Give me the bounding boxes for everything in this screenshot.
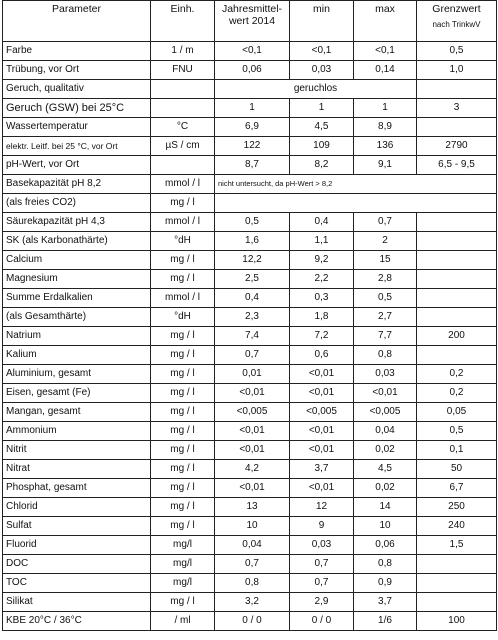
mean-cell: <0,005 [215, 403, 290, 422]
limit-cell: 240 [417, 517, 497, 536]
unit-cell: FNU [151, 61, 215, 80]
header-row [3, 1, 497, 42]
parameter-cell: Silikat [3, 593, 151, 612]
table-row [3, 498, 497, 517]
limit-cell [417, 555, 497, 574]
table-row [3, 213, 497, 232]
max-cell: <0,005 [354, 403, 417, 422]
min-cell: 1,8 [290, 308, 354, 327]
mean-cell: <0,01 [215, 422, 290, 441]
parameter-cell: Fluorid [3, 536, 151, 555]
mean-cell: 12,2 [215, 251, 290, 270]
header-jahresmittel-line1: Jahresmittel- [221, 3, 283, 15]
unit-cell: °C [151, 118, 215, 137]
parameter-cell: Säurekapazität pH 4,3 [3, 213, 151, 232]
mean-cell: 3,2 [215, 593, 290, 612]
table-row [3, 175, 497, 194]
table-row [3, 118, 497, 137]
max-cell: 0,7 [354, 213, 417, 232]
mean-cell: 10 [215, 517, 290, 536]
limit-cell [417, 289, 497, 308]
parameter-cell: Wassertemperatur [3, 118, 151, 137]
unit-cell: / ml [151, 612, 215, 631]
mean-cell: 2,5 [215, 270, 290, 289]
min-cell: 0 / 0 [290, 612, 354, 631]
limit-cell: 0,5 [417, 42, 497, 61]
water-analysis-table [2, 0, 497, 631]
unit-cell: mmol / l [151, 289, 215, 308]
unit-cell: 1 / m [151, 42, 215, 61]
limit-cell [417, 251, 497, 270]
limit-cell [417, 593, 497, 612]
table-row [3, 460, 497, 479]
table-row [3, 308, 497, 327]
parameter-cell: Sulfat [3, 517, 151, 536]
limit-cell: 100 [417, 612, 497, 631]
mean-cell: 4,2 [215, 460, 290, 479]
min-cell: 9 [290, 517, 354, 536]
unit-cell: mg / l [151, 517, 215, 536]
limit-cell: 50 [417, 460, 497, 479]
table-row [3, 270, 497, 289]
parameter-cell: Ammonium [3, 422, 151, 441]
mean-cell: <0,01 [215, 384, 290, 403]
mean-cell: <0,01 [215, 479, 290, 498]
mean-cell: 0,7 [215, 346, 290, 365]
limit-cell: 0,05 [417, 403, 497, 422]
max-cell: 9,1 [354, 156, 417, 175]
min-cell: 1 [290, 99, 354, 118]
table-row [3, 574, 497, 593]
limit-cell [417, 80, 497, 99]
unit-cell: mg / l [151, 593, 215, 612]
table-row [3, 479, 497, 498]
mean-cell: 0 / 0 [215, 612, 290, 631]
table-row [3, 536, 497, 555]
unit-cell: mg/l [151, 574, 215, 593]
min-cell: 7,2 [290, 327, 354, 346]
table-row [3, 327, 497, 346]
unit-cell: mmol / l [151, 213, 215, 232]
header-min: min [290, 1, 354, 42]
max-cell: 10 [354, 517, 417, 536]
min-cell: 8,2 [290, 156, 354, 175]
min-cell: 0,7 [290, 574, 354, 593]
table-row [3, 555, 497, 574]
mean-cell: 0,8 [215, 574, 290, 593]
parameter-cell: Aluminium, gesamt [3, 365, 151, 384]
max-cell: 2 [354, 232, 417, 251]
min-cell: 4,5 [290, 118, 354, 137]
parameter-cell: Eisen, gesamt (Fe) [3, 384, 151, 403]
min-cell: <0,01 [290, 422, 354, 441]
unit-cell: mg / l [151, 403, 215, 422]
max-cell: 0,14 [354, 61, 417, 80]
parameter-cell: Nitrat [3, 460, 151, 479]
table-row [3, 384, 497, 403]
unit-cell: mg / l [151, 384, 215, 403]
min-cell: 9,2 [290, 251, 354, 270]
limit-cell [417, 118, 497, 137]
table-row [3, 365, 497, 384]
water-analysis-table-container [2, 0, 496, 631]
mean-cell: 8,7 [215, 156, 290, 175]
mean-cell: geruchlos [215, 80, 417, 99]
limit-cell: 6,7 [417, 479, 497, 498]
mean-cell: 0,01 [215, 365, 290, 384]
parameter-cell: Kalium [3, 346, 151, 365]
table-row [3, 42, 497, 61]
limit-cell [417, 213, 497, 232]
mean-cell: 1 [215, 99, 290, 118]
max-cell: 7,7 [354, 327, 417, 346]
table-body [3, 42, 497, 631]
mean-cell: 1,6 [215, 232, 290, 251]
parameter-cell: (als freies CO2) [3, 194, 151, 213]
limit-cell: 2790 [417, 137, 497, 156]
max-cell: 0,06 [354, 536, 417, 555]
mean-cell: 7,4 [215, 327, 290, 346]
parameter-cell: Trübung, vor Ort [3, 61, 151, 80]
mean-cell: 0,04 [215, 536, 290, 555]
min-cell: <0,01 [290, 479, 354, 498]
min-cell: 2,9 [290, 593, 354, 612]
unit-cell: µS / cm [151, 137, 215, 156]
mean-cell: 6,9 [215, 118, 290, 137]
limit-cell [417, 346, 497, 365]
mean-cell: 0,5 [215, 213, 290, 232]
parameter-cell: KBE 20°C / 36°C [3, 612, 151, 631]
table-row [3, 289, 497, 308]
max-cell: 15 [354, 251, 417, 270]
parameter-cell: DOC [3, 555, 151, 574]
min-cell: <0,005 [290, 403, 354, 422]
mean-cell: 0,7 [215, 555, 290, 574]
max-cell: 0,8 [354, 555, 417, 574]
parameter-cell: Basekapazität pH 8,2 [3, 175, 151, 194]
min-cell: 0,6 [290, 346, 354, 365]
max-cell: 0,02 [354, 441, 417, 460]
parameter-cell: Summe Erdalkalien [3, 289, 151, 308]
min-cell: 0,03 [290, 61, 354, 80]
max-cell: 0,9 [354, 574, 417, 593]
table-row [3, 137, 497, 156]
parameter-cell: pH-Wert, vor Ort [3, 156, 151, 175]
limit-cell: 3 [417, 99, 497, 118]
unit-cell: mg / l [151, 460, 215, 479]
table-row [3, 517, 497, 536]
unit-cell: °dH [151, 232, 215, 251]
mean-cell: <0,1 [215, 42, 290, 61]
header-jahresmittel-line2: wert 2014 [228, 15, 276, 27]
header-grenzwert-sub: nach TrinkwV [432, 20, 481, 29]
table-row [3, 441, 497, 460]
max-cell: 1 [354, 99, 417, 118]
table-row [3, 99, 497, 118]
max-cell: 0,03 [354, 365, 417, 384]
empty-span-cell [215, 194, 497, 213]
parameter-cell: SK (als Karbonathärte) [3, 232, 151, 251]
mean-cell: 0,4 [215, 289, 290, 308]
limit-cell: 6,5 - 9,5 [417, 156, 497, 175]
limit-cell [417, 232, 497, 251]
max-cell: 0,5 [354, 289, 417, 308]
limit-cell [417, 270, 497, 289]
parameter-cell: Geruch (GSW) bei 25°C [3, 99, 151, 118]
parameter-cell: Chlorid [3, 498, 151, 517]
unit-cell: mg/l [151, 536, 215, 555]
header-grenzwert [417, 1, 497, 42]
min-cell: <0,01 [290, 441, 354, 460]
unit-cell: mg / l [151, 498, 215, 517]
table-row [3, 251, 497, 270]
unit-cell [151, 99, 215, 118]
max-cell: 0,8 [354, 346, 417, 365]
max-cell: 4,5 [354, 460, 417, 479]
min-cell: 1,1 [290, 232, 354, 251]
table-row [3, 403, 497, 422]
max-cell: <0,1 [354, 42, 417, 61]
unit-cell: °dH [151, 308, 215, 327]
unit-cell: mg / l [151, 327, 215, 346]
parameter-cell: elektr. Leitf. bei 25 °C, vor Ort [3, 137, 151, 156]
parameter-cell: Farbe [3, 42, 151, 61]
max-cell: 2,8 [354, 270, 417, 289]
limit-cell: 1,0 [417, 61, 497, 80]
unit-cell: mg / l [151, 441, 215, 460]
parameter-cell: Natrium [3, 327, 151, 346]
unit-cell: mg / l [151, 422, 215, 441]
min-cell: <0,01 [290, 384, 354, 403]
max-cell: 0,04 [354, 422, 417, 441]
parameter-cell: Geruch, qualitativ [3, 80, 151, 99]
unit-cell: mg / l [151, 365, 215, 384]
max-cell: 8,9 [354, 118, 417, 137]
min-cell: 0,7 [290, 555, 354, 574]
unit-cell: mg / l [151, 346, 215, 365]
unit-cell [151, 156, 215, 175]
mean-cell: nicht untersucht, da pH-Wert > 8,2 [215, 175, 497, 194]
mean-cell: 13 [215, 498, 290, 517]
table-row [3, 61, 497, 80]
header-parameter: Parameter [3, 1, 151, 42]
limit-cell: 0,1 [417, 441, 497, 460]
mean-cell: 0,06 [215, 61, 290, 80]
header-max: max [354, 1, 417, 42]
unit-cell: mg/l [151, 555, 215, 574]
table-row [3, 156, 497, 175]
table-row [3, 194, 497, 213]
min-cell: 2,2 [290, 270, 354, 289]
unit-cell: mg / l [151, 270, 215, 289]
parameter-cell: Magnesium [3, 270, 151, 289]
unit-cell: mg / l [151, 479, 215, 498]
table-row [3, 612, 497, 631]
parameter-cell: (als Gesamthärte) [3, 308, 151, 327]
max-cell: 0,02 [354, 479, 417, 498]
unit-cell [151, 80, 215, 99]
mean-cell: 122 [215, 137, 290, 156]
table-row [3, 346, 497, 365]
limit-cell: 200 [417, 327, 497, 346]
min-cell: <0,1 [290, 42, 354, 61]
max-cell: 14 [354, 498, 417, 517]
limit-cell [417, 574, 497, 593]
unit-cell: mg / l [151, 251, 215, 270]
parameter-cell: Phosphat, gesamt [3, 479, 151, 498]
parameter-cell: TOC [3, 574, 151, 593]
limit-cell: 1,5 [417, 536, 497, 555]
limit-cell: 0,5 [417, 422, 497, 441]
min-cell: 0,03 [290, 536, 354, 555]
max-cell: 1/6 [354, 612, 417, 631]
table-row [3, 593, 497, 612]
min-cell: 0,4 [290, 213, 354, 232]
limit-cell: 0,2 [417, 384, 497, 403]
unit-cell: mg / l [151, 194, 215, 213]
min-cell: 12 [290, 498, 354, 517]
max-cell: 2,7 [354, 308, 417, 327]
parameter-cell: Mangan, gesamt [3, 403, 151, 422]
max-cell: <0,01 [354, 384, 417, 403]
table-row [3, 232, 497, 251]
min-cell: 3,7 [290, 460, 354, 479]
table-row [3, 422, 497, 441]
limit-cell [417, 308, 497, 327]
max-cell: 3,7 [354, 593, 417, 612]
header-jahresmittel [215, 1, 290, 42]
mean-cell: 2,3 [215, 308, 290, 327]
mean-cell: <0,01 [215, 441, 290, 460]
min-cell: 109 [290, 137, 354, 156]
max-cell: 136 [354, 137, 417, 156]
min-cell: 0,3 [290, 289, 354, 308]
limit-cell: 250 [417, 498, 497, 517]
limit-cell: 0,2 [417, 365, 497, 384]
parameter-cell: Nitrit [3, 441, 151, 460]
table-row [3, 80, 497, 99]
parameter-cell: Calcium [3, 251, 151, 270]
min-cell: <0,01 [290, 365, 354, 384]
header-grenzwert-label: Grenzwert [432, 3, 481, 15]
unit-cell: mmol / l [151, 175, 215, 194]
header-einheit: Einh. [151, 1, 215, 42]
